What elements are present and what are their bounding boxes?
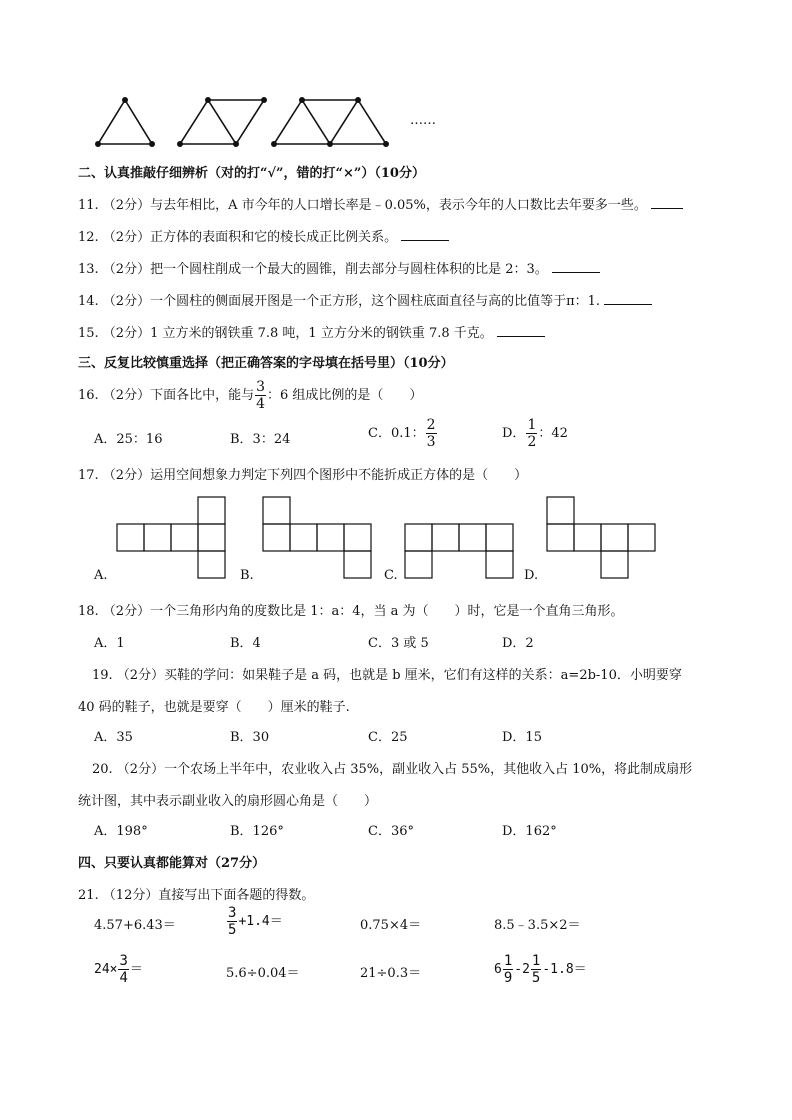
q20-option-c: C．36° bbox=[368, 824, 414, 839]
q19-option-c: C．25 bbox=[368, 730, 408, 745]
calc-2: $\frac{3}{5}$ +1.4＝ bbox=[228, 905, 283, 938]
fraction: $\frac{3}{4}$ bbox=[256, 379, 265, 412]
calc-3: 0.75×4＝ bbox=[360, 918, 422, 933]
ellipsis: …… bbox=[410, 113, 436, 128]
cube-net-a bbox=[116, 496, 231, 580]
question-14: 14. （2分）一个圆柱的侧面展开图是一个正方形，这个圆柱底面直径与高的比值等于π：1. bbox=[78, 290, 652, 309]
q20-option-b: B．126° bbox=[230, 824, 284, 839]
section-4-title: 四、只要认真都能算对（27分） bbox=[78, 856, 266, 871]
question-15: 15. （2分）1 立方米的钢铁重 7.8 吨，1 立方分米的钢铁重 7.8 千克。 bbox=[78, 322, 545, 341]
section-2-title: 二、认真推敲仔细辨析（对的打“√”，错的打“×”）（10分） bbox=[78, 166, 425, 181]
q16-option-c: C．0.1： $\frac{2}{3}$ bbox=[368, 417, 436, 450]
q18-option-c: C．3 或 5 bbox=[368, 636, 429, 651]
cube-net-d bbox=[546, 496, 661, 580]
answer-blank[interactable] bbox=[552, 260, 600, 273]
question-20-line-1: 20. （2分）一个农场上半年中，农业收入占 35%，副业收入占 55%，其他收入占 10%，将此制成扇形 bbox=[92, 762, 693, 777]
q17-label-c: C. bbox=[384, 568, 398, 583]
q17-label-b: B. bbox=[240, 568, 254, 583]
question-16: 16. （2分）下面各比中，能与 $\frac{3}{4}$ ：6 组成比例的是（ ） bbox=[78, 379, 423, 412]
cube-net-c bbox=[404, 496, 519, 580]
question-17: 17. （2分）运用空间想象力判定下列四个图形中不能折成正方体的是（ ） bbox=[78, 468, 528, 483]
q18-option-d: D．2 bbox=[502, 636, 534, 651]
question-19-line-1: 19. （2分）买鞋的学问：如果鞋子是 a 码，也就是 b 厘米，它们有这样的关系：a=2b-10．小明要穿 bbox=[92, 668, 682, 683]
calc-7: 21÷0.3＝ bbox=[360, 966, 422, 981]
cube-net-b bbox=[262, 496, 377, 580]
q17-label-d: D. bbox=[524, 568, 539, 583]
q20-option-a: A．198° bbox=[94, 824, 148, 839]
question-20-line-2: 统计图，其中表示副业收入的扇形圆心角是（ ） bbox=[78, 794, 378, 809]
calc-4: 8.5﹣3.5×2＝ bbox=[494, 918, 581, 933]
calc-1: 4.57+6.43＝ bbox=[94, 918, 176, 933]
question-21: 21. （12分）直接写出下面各题的得数。 bbox=[78, 888, 315, 903]
q18-option-b: B．4 bbox=[230, 636, 261, 651]
q18-option-a: A．1 bbox=[94, 636, 125, 651]
q19-option-a: A．35 bbox=[94, 730, 133, 745]
answer-blank[interactable] bbox=[651, 196, 683, 209]
question-11: 11. （2分）与去年相比，A 市今年的人口增长率是﹣0.05%，表示今年的人口数比去年要多一些。 bbox=[78, 194, 683, 213]
question-13: 13. （2分）把一个圆柱削成一个最大的圆锥，削去部分与圆柱体积的比是 2：3。 bbox=[78, 258, 600, 277]
q17-label-a: A. bbox=[94, 568, 108, 583]
question-19-line-2: 40 码的鞋子，也就是要穿（ ）厘米的鞋子. bbox=[78, 700, 350, 715]
answer-blank[interactable] bbox=[401, 228, 449, 241]
q16-option-a: A．25：16 bbox=[94, 432, 163, 447]
q16-option-d: D． $\frac{1}{2}$ ：42 bbox=[502, 417, 568, 450]
answer-blank[interactable] bbox=[604, 292, 652, 305]
section-3-title: 三、反复比较慎重选择（把正确答案的字母填在括号里）（10分） bbox=[78, 356, 454, 371]
question-12: 12. （2分）正方体的表面积和它的棱长成正比例关系。 bbox=[78, 226, 449, 245]
q19-option-b: B．30 bbox=[230, 730, 270, 745]
q20-option-d: D．162° bbox=[502, 824, 557, 839]
calc-8: 6 $\frac{1}{9}$ -2 $\frac{1}{5}$ -1.8＝ bbox=[494, 953, 587, 986]
calc-6: 5.6÷0.04＝ bbox=[226, 966, 300, 981]
answer-blank[interactable] bbox=[497, 324, 545, 337]
calc-5: 24× $\frac{3}{4}$ ＝ bbox=[94, 953, 143, 986]
question-18: 18. （2分）一个三角形内角的度数比是 1：a：4，当 a 为（ ）时，它是一个直角三角形。 bbox=[78, 604, 624, 619]
q16-option-b: B．3：24 bbox=[230, 432, 291, 447]
q19-option-d: D．15 bbox=[502, 730, 542, 745]
